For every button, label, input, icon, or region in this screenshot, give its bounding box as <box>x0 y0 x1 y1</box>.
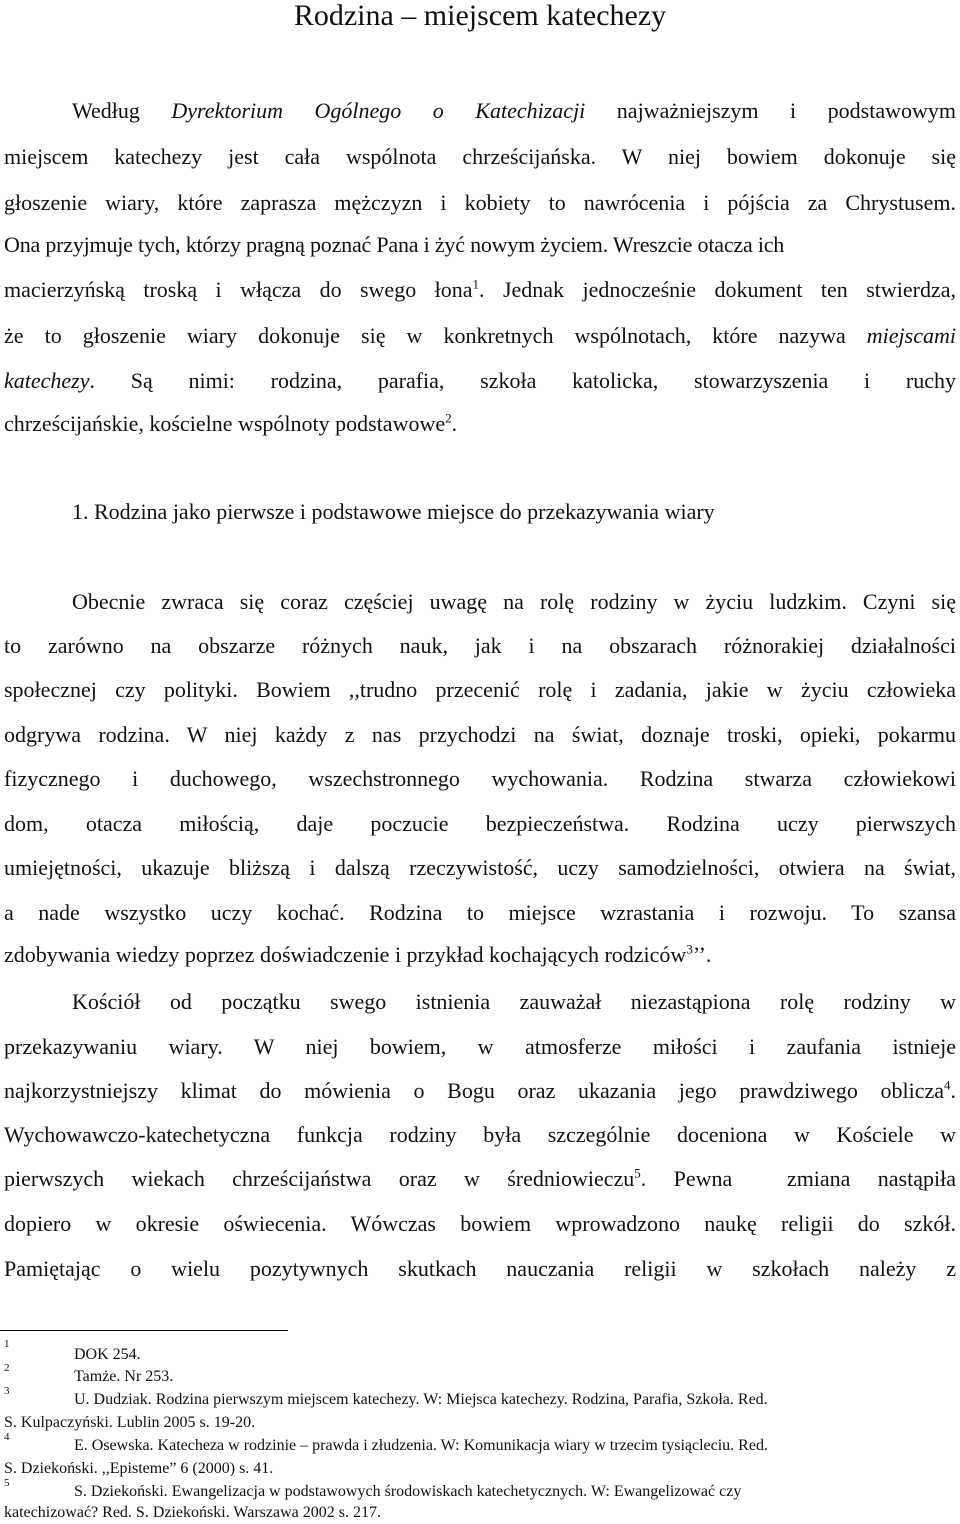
footnote-text: E. Osewska. Katecheza w rodzinie – prawda i złudzenia. W: Komunikacja wiary w trzecim tysiącleciu. Red. <box>74 1437 768 1454</box>
footnote-separator <box>0 1330 288 1331</box>
footnote-ref[interactable]: 5 <box>634 1165 641 1181</box>
footnote-ref[interactable]: 2 <box>445 410 452 426</box>
body-line: umiejętności, ukazuje bliższą i dalszą rzeczywistość, uczy samodzielności, otwiera na świat, <box>4 855 956 880</box>
footnote-number: 4 <box>4 1431 10 1443</box>
intro-line: katechezy. Są nimi: rodzina, parafia, szkoła katolicka, stowarzyszenia i ruchy <box>4 368 956 393</box>
footnote-text: S. Dziekoński. Ewangelizacja w podstawowych środowiskach katechetycznych. W: Ewangelizować czy <box>74 1483 742 1500</box>
intro-line: Według Dyrektorium Ogólnego o Katechizacji najważniejszym i podstawowym <box>72 98 956 123</box>
footnote-number: 2 <box>4 1362 10 1374</box>
footnote-text: U. Dudziak. Rodzina pierwszym miejscem katechezy. W: Miejsca katechezy. Rodzina, Parafia, Szkoła. Red. <box>74 1391 768 1408</box>
intro-line: chrześcijańskie, kościelne wspólnoty podstawowe$^2$. <box>4 410 458 436</box>
footnote-text: Tamże. Nr 253. <box>74 1368 174 1385</box>
document-title-italic: Dyrektorium Ogólnego o Katechizacji <box>171 98 586 123</box>
footnote-text-cont: S. Dziekoński. ,,Episteme” 6 (2000) s. 41. <box>4 1460 274 1477</box>
footnote-ref[interactable]: 3 <box>686 941 693 957</box>
body-line: najkorzystniejszy klimat do mówienia o Bogu oraz ukazania jego prawdziwego oblicza$^4$. <box>4 1077 956 1103</box>
body-line: przekazywaniu wiary. W niej bowiem, w atmosferze miłości i zaufania istnieje <box>4 1034 956 1059</box>
footnote-ref[interactable]: 4 <box>944 1077 951 1093</box>
body-line: Pamiętając o wielu pozytywnych skutkach nauczania religii w szkołach należy z <box>4 1256 956 1281</box>
footnote-text-cont: katechizować? Red. S. Dziekoński. Warszawa 2002 s. 217. <box>4 1504 381 1521</box>
body-line: fizycznego i duchowego, wszechstronnego wychowania. Rodzina stwarza człowiekowi <box>4 766 956 791</box>
intro-line: że to głoszenie wiary dokonuje się w konkretnych wspólnotach, które nazywa miejscami <box>4 323 956 348</box>
intro-line: macierzyńską troską i włącza do swego łona$^1$. Jednak jednocześnie dokument ten stwierdza, <box>4 276 956 302</box>
body-line: pierwszych wiekach chrześcijaństwa oraz w średniowieczu$^5$. Pewna zmiana nastąpiła <box>4 1165 956 1191</box>
body-line: a nade wszystko uczy kochać. Rodzina to miejsce wzrastania i rozwoju. To szansa <box>4 900 956 925</box>
body-line: Kościół od początku swego istnienia zauważał niezastąpiona rolę rodziny w <box>72 989 956 1014</box>
intro-line: Ona przyjmuje tych, którzy pragną poznać Pana i żyć nowym życiem. Wreszcie otacza ich <box>4 232 785 257</box>
body-line: Wychowawczo-katechetyczna funkcja rodziny była szczególnie doceniona w Kościele w <box>4 1122 956 1147</box>
intro-line: miejscem katechezy jest cała wspólnota chrześcijańska. W niej bowiem dokonuje się <box>4 144 956 169</box>
page-title: Rodzina – miejscem katechezy <box>293 0 667 32</box>
footnote-number: 5 <box>4 1477 10 1489</box>
body-line: Obecnie zwraca się coraz częściej uwagę na rolę rodziny w życiu ludzkim. Czyni się <box>72 589 956 614</box>
footnote-number: 1 <box>4 1338 10 1350</box>
footnote-text: DOK 254. <box>74 1346 141 1363</box>
body-line: odgrywa rodzina. W niej każdy z nas przychodzi na świat, doznaje troski, opieki, pokarmu <box>4 722 956 747</box>
body-line: dom, otacza miłością, daje poczucie bezpieczeństwa. Rodzina uczy pierwszych <box>4 811 956 836</box>
footnote-ref[interactable]: 1 <box>472 276 480 292</box>
body-line: dopiero w okresie oświecenia. Wówczas bowiem wprowadzono naukę religii do szkół. <box>4 1211 956 1236</box>
section-heading: 1. Rodzina jako pierwsze i podstawowe miejsce do przekazywania wiary <box>72 499 715 524</box>
body-line: zdobywania wiedzy poprzez doświadczenie i przykład kochających rodziców$^3$’’. <box>4 941 712 967</box>
body-line: to zarówno na obszarze różnych nauk, jak i na obszarach różnorakiej działalności <box>4 633 956 658</box>
intro-line: głoszenie wiary, które zaprasza mężczyzn i kobiety to nawrócenia i pójścia za Chrystusem. <box>4 190 956 215</box>
body-line: społecznej czy polityki. Bowiem ,,trudno przecenić rolę i zadania, jakie w życiu człowieka <box>4 677 956 702</box>
footnote-text-cont: S. Kulpaczyński. Lublin 2005 s. 19-20. <box>4 1414 256 1431</box>
footnote-number: 3 <box>4 1385 10 1397</box>
